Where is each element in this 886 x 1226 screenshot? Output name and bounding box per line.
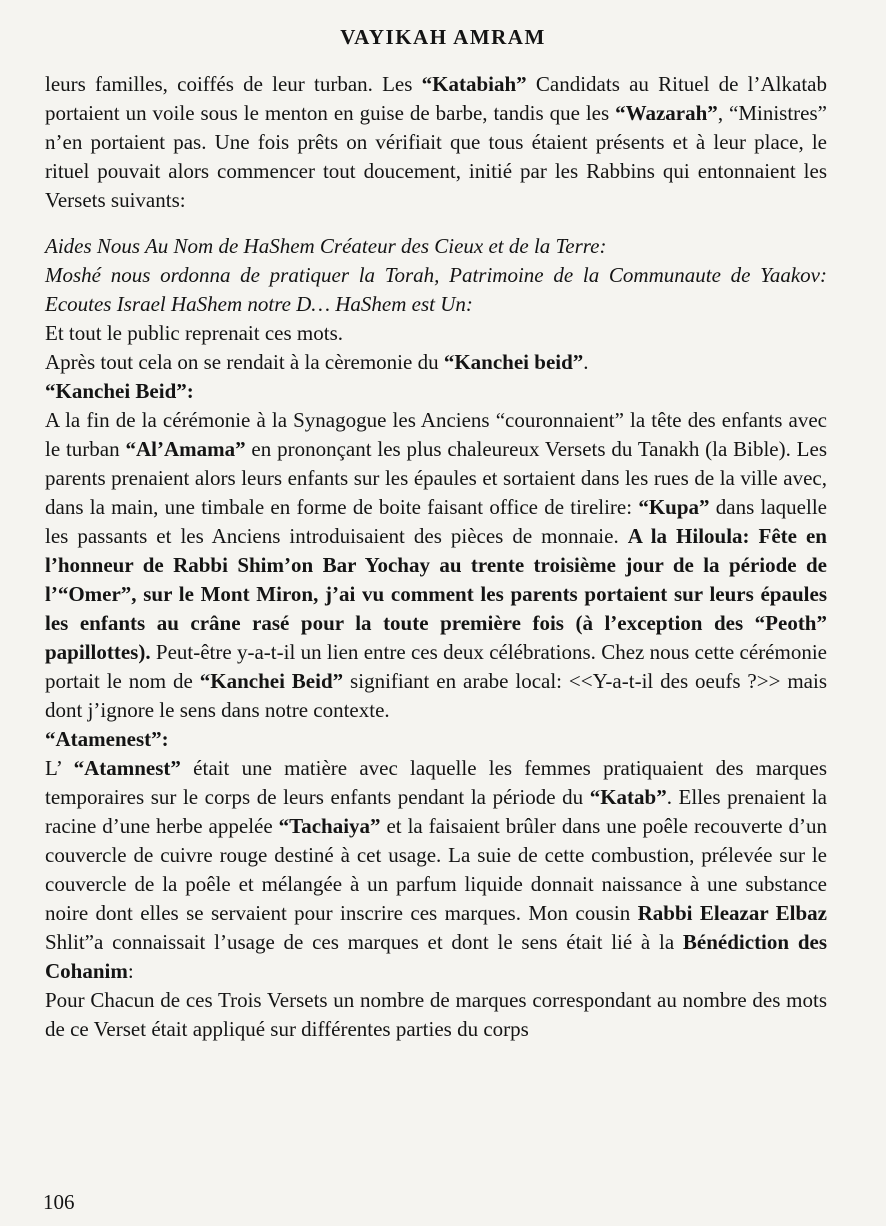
paragraph-gap [45,215,827,232]
paragraph [45,406,827,725]
text-run: “Kupa” [638,495,710,519]
text-run: “Atamnest” [73,756,181,780]
text-run: Après tout cela on se rendait à la cèremonie du [45,350,444,374]
text-run: Rabbi Eleazar Elbaz [637,901,827,925]
paragraph [45,377,827,406]
text-run: “Tachaiya” [278,814,381,838]
text-run: Peut-être y-a-t-il un lien entre ces deux célébrations. Chez nous cette cérémonie portait le nom de [45,640,827,693]
paragraph [45,319,827,348]
text-run: L’ [45,756,74,780]
text-run: “Katab” [589,785,667,809]
text-run: : [127,959,134,983]
page-number: 106 [43,1190,75,1214]
paragraph [45,754,827,986]
paragraph [45,986,827,1044]
paragraph [45,725,827,754]
text-run: Moshé nous ordonna de pratiquer la Torah, Patrimoine de la Communaute de Yaakov: Ecoutes Israel HaShem notre D… HaShem est Un: [45,263,827,316]
text-run: “Al’Amama” [125,437,246,461]
text-run: “Kanchei Beid”: [45,379,194,403]
text-run: Shlit”a connaissait l’usage de ces marques et dont le sens était lié à la [45,930,683,954]
text-run: dans laquelle les passants et les Anciens introduisaient des pièces de monnaie. [45,495,827,548]
paragraph [45,348,827,377]
text-run: , “Ministres” n’en portaient pas. Une fois prêts on vérifiait que tous étaient présents et à leur place, le rituel pouvait alors commencer tout doucement, initié par les Rabbins qui entonnaient les Versets suivants: [45,101,827,212]
paragraph [45,232,827,261]
text-run: A la Hiloula: Fête en l’honneur de Rabbi Shim’on Bar Yochay au trente troisième jour de la période de l’“Omer”, sur le Mont Miron, j’ai vu comment les parents portaient sur leurs épaules les enfants au crâne rasé pour la toute première fois (à l’exception des “Peoth” papillottes). [45,524,827,664]
text-run: leurs familles, coiffés de leur turban. Les [45,72,422,96]
text-run: et la faisaient brûler dans une poêle recouverte d’un couvercle de cuivre rouge destiné à cet usage. La suie de cette combustion, prélevée sur le couvercle de la poêle et mélangée à un parfum liquide donnait naissance à une substance noire dont elles se servaient pour inscrire ces marques. Mon cousin [45,814,827,925]
text-run: était une matière avec laquelle les femmes pratiquaient des marques temporaires sur le corps de leurs enfants pendant la période du [45,756,827,809]
running-header: VAYIKAH AMRAM [340,25,546,49]
text-run: “Kanchei Beid” [199,669,344,693]
text-run: . Elles prenaient la racine d’une herbe appelée [45,785,827,838]
text-run: Pour Chacun de ces Trois Versets un nombre de marques correspondant au nombre des mots de ce Verset était appliqué sur différentes parties du corps [45,988,827,1041]
text-run: signifiant en arabe local: <<Y-a-t-il des oeufs ?>> mais dont j’ignore le sens dans notre contexte. [45,669,827,722]
text-run: “Wazarah” [615,101,718,125]
text-run: “Kanchei beid” [443,350,584,374]
text-run: “Katabiah” [421,72,527,96]
paragraph [45,261,827,319]
text-run: Candidats au Rituel de l’Alkatab portaient un voile sous le menton en guise de barbe, tandis que les [45,72,827,125]
text-run: Et tout le public reprenait ces mots. [45,321,343,345]
body-text [45,70,827,1044]
text-run: “Atamenest”: [45,727,169,751]
text-run: Bénédiction des Cohanim [45,930,827,983]
text-run: en prononçant les plus chaleureux Versets du Tanakh (la Bible). Les parents prenaient alors leurs enfants sur les épaules et sortaient dans les rues de la ville avec, dans la main, une timbale en forme de boite faisant office de tirelire: [45,437,827,519]
text-run: Aides Nous Au Nom de HaShem Créateur des Cieux et de la Terre: [45,234,607,258]
paragraph [45,70,827,215]
text-run: . [583,350,589,374]
text-run: A la fin de la cérémonie à la Synagogue les Anciens “couronnaient” la tête des enfants avec le turban [45,408,827,461]
